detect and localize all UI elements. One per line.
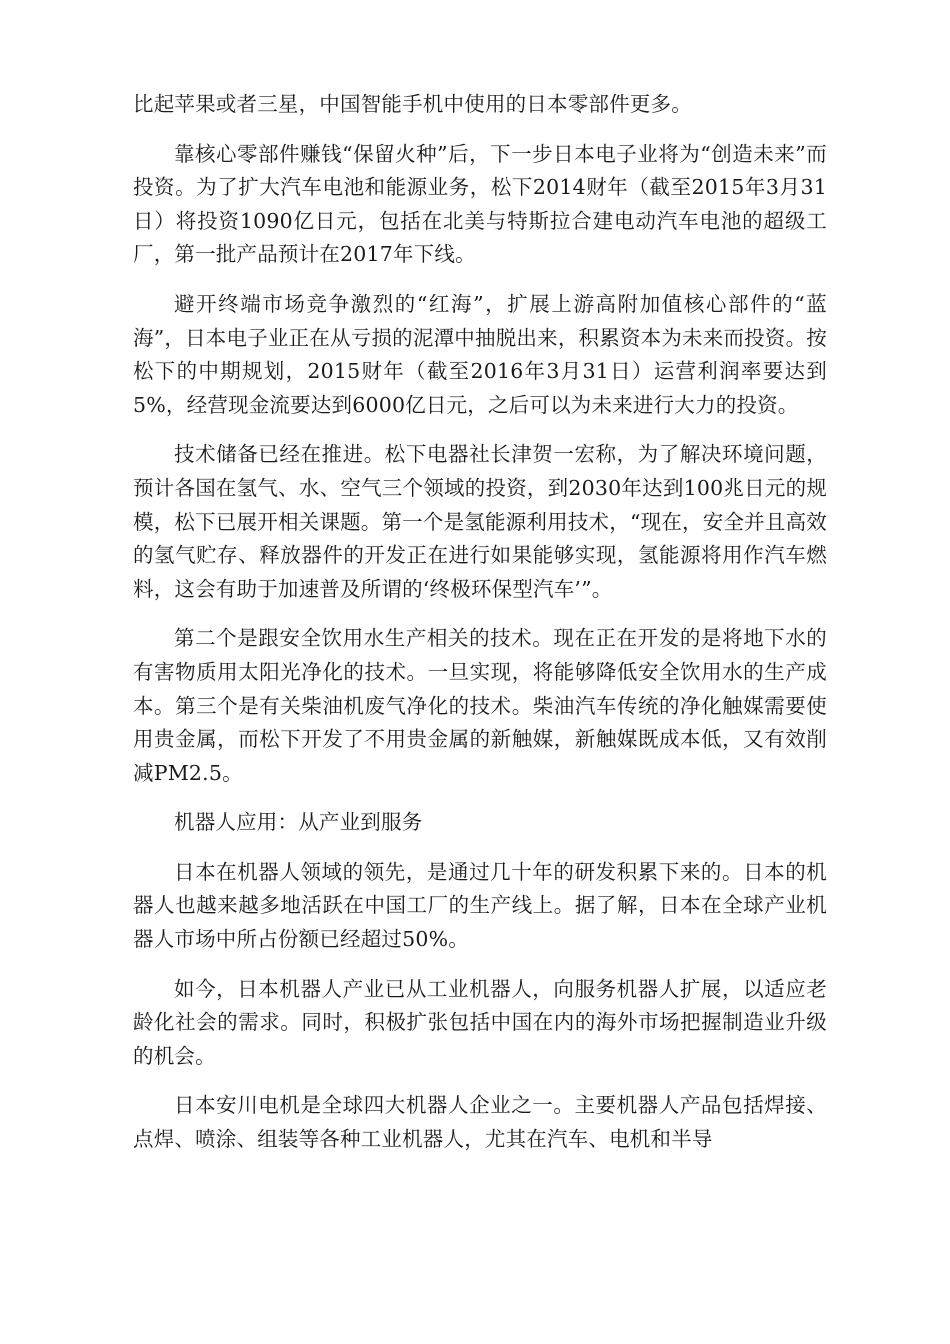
paragraph-1: 比起苹果或者三星，中国智能手机中使用的日本零部件更多。 (133, 92, 692, 116)
paragraph-5: 第二个是跟安全饮用水生产相关的技术。现在正在开发的是将地下水的有害物质用太阳光净化的技术。一旦实现，将能够降低安全饮用水的生产成本。第三个是有关柴油机废气净化的技术。柴油汽车传统的净化触媒需要使用贵金属，而松下开发了不用贵金属的新触媒，新触媒既成本低，又有效削减PM2.5。 (133, 626, 827, 785)
document-body (133, 88, 827, 1173)
paragraph-3: 避开终端市场竞争激烈的“红海”，扩展上游高附加值核心部件的“蓝海”，日本电子业正在从亏损的泥潭中抽脱出来，积累资本为未来而投资。按松下的中期规划，2015财年（截至2016年3月31日）运营利润率要达到5%，经营现金流要达到6000亿日元，之后可以为未来进行大力的投资。 (133, 291, 827, 417)
section-heading-robots: 机器人应用：从产业到服务 (174, 810, 423, 835)
paragraph-8: 如今，日本机器人产业已从工业机器人，向服务机器人扩展，以适应老龄化社会的需求。同时，积极扩张包括中国在内的海外市场把握制造业升级的机会。 (133, 976, 827, 1068)
paragraph-7: 日本在机器人领域的领先，是通过几十年的研发积累下来的。日本的机器人也越来越多地活跃在中国工厂的生产线上。据了解，日本在全球产业机器人市场中所占份额已经超过50%。 (133, 859, 827, 952)
paragraph-2: 靠核心零部件赚钱“保留火种”后，下一步日本电子业将为“创造未来”而投资。为了扩大汽车电池和能源业务，松下2014财年（截至2015年3月31日）将投资1090亿日元，包括在北美与特斯拉合建电动汽车电池的超级工厂，第一批产品预计在2017年下线。 (133, 141, 827, 267)
paragraph-9: 日本安川电机是全球四大机器人企业之一。主要机器人产品包括焊接、点焊、喷涂、组装等各种工业机器人，尤其在汽车、电机和半导 (133, 1093, 827, 1152)
paragraph-4: 技术储备已经在推进。松下电器社长津贺一宏称，为了解决环境问题，预计各国在氢气、水、空气三个领域的投资，到2030年达到100兆日元的规模，松下已展开相关课题。第一个是氢能源利用技术，“现在，安全并且高效的氢气贮存、释放器件的开发正在进行如果能够实现，氢能源将用作汽车燃料，这会有助于加速普及所谓的‘终极环保型汽车’”。 (133, 442, 827, 601)
